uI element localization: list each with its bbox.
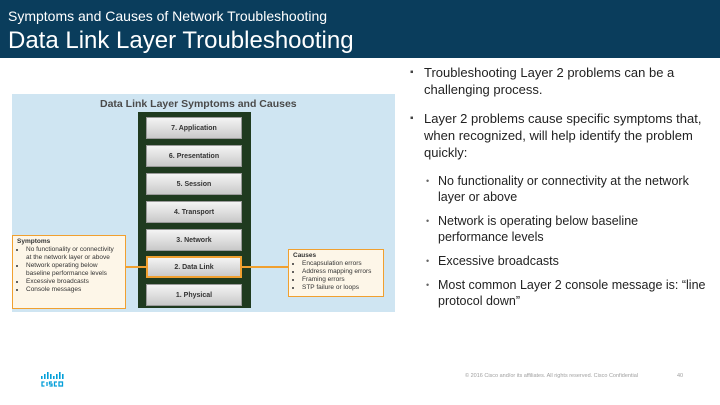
sub-bullet-item: • No functionality or connectivity at the network layer or above [424, 173, 706, 205]
layer-application: 7. Application [146, 117, 242, 139]
symptom-item: • No functionality or connectivity at the network layer or above [26, 246, 121, 262]
layer-physical: 1. Physical [146, 284, 242, 306]
slide-subtitle: Symptoms and Causes of Network Troubleshooting [8, 8, 328, 24]
layer-session: 5. Session [146, 173, 242, 195]
sub-bullet-item: • Most common Layer 2 console message is: “line protocol down” [424, 277, 706, 309]
symptom-item: • Console messages [26, 286, 121, 294]
cause-item: • Framing errors [302, 276, 379, 284]
layer-data-link: 2. Data Link [146, 256, 242, 278]
layer-presentation: 6. Presentation [146, 145, 242, 167]
causes-callout [288, 249, 384, 297]
symptoms-connector [126, 266, 146, 268]
symptom-item: • Excessive broadcasts [26, 278, 121, 286]
page-number: 40 [677, 373, 684, 379]
osi-symptoms-figure [12, 94, 395, 312]
layer-network: 3. Network [146, 229, 242, 251]
bullet-list [410, 64, 706, 317]
layer-transport: 4. Transport [146, 201, 242, 223]
symptom-item: • Network operating below baseline performance levels [26, 262, 121, 278]
cause-item: • Encapsulation errors [302, 260, 379, 268]
sub-bullet-item: • Excessive broadcasts [424, 253, 706, 269]
causes-heading: Causes [293, 252, 317, 259]
symptoms-callout [12, 235, 126, 309]
figure-title: Data Link Layer Symptoms and Causes [100, 98, 297, 110]
cause-item: • STP failure or loops [302, 284, 379, 292]
copyright-footer: © 2016 Cisco and/or its affiliates. All rights reserved. Cisco Confidential [465, 373, 639, 379]
sub-bullet-list [410, 173, 706, 309]
causes-connector [242, 266, 288, 268]
bullet-item: ▪ Troubleshooting Layer 2 problems can be a challenging process. [410, 64, 706, 98]
symptoms-heading: Symptoms [17, 238, 51, 245]
cause-item: • Address mapping errors [302, 268, 379, 276]
cisco-logo-icon [40, 372, 66, 388]
slide-title: Data Link Layer Troubleshooting [8, 27, 354, 54]
sub-bullet-item: • Network is operating below baseline performance levels [424, 213, 706, 245]
bullet-item: ▪ Layer 2 problems cause specific symptoms that, when recognized, will help identify the problem quickly: [410, 110, 706, 161]
